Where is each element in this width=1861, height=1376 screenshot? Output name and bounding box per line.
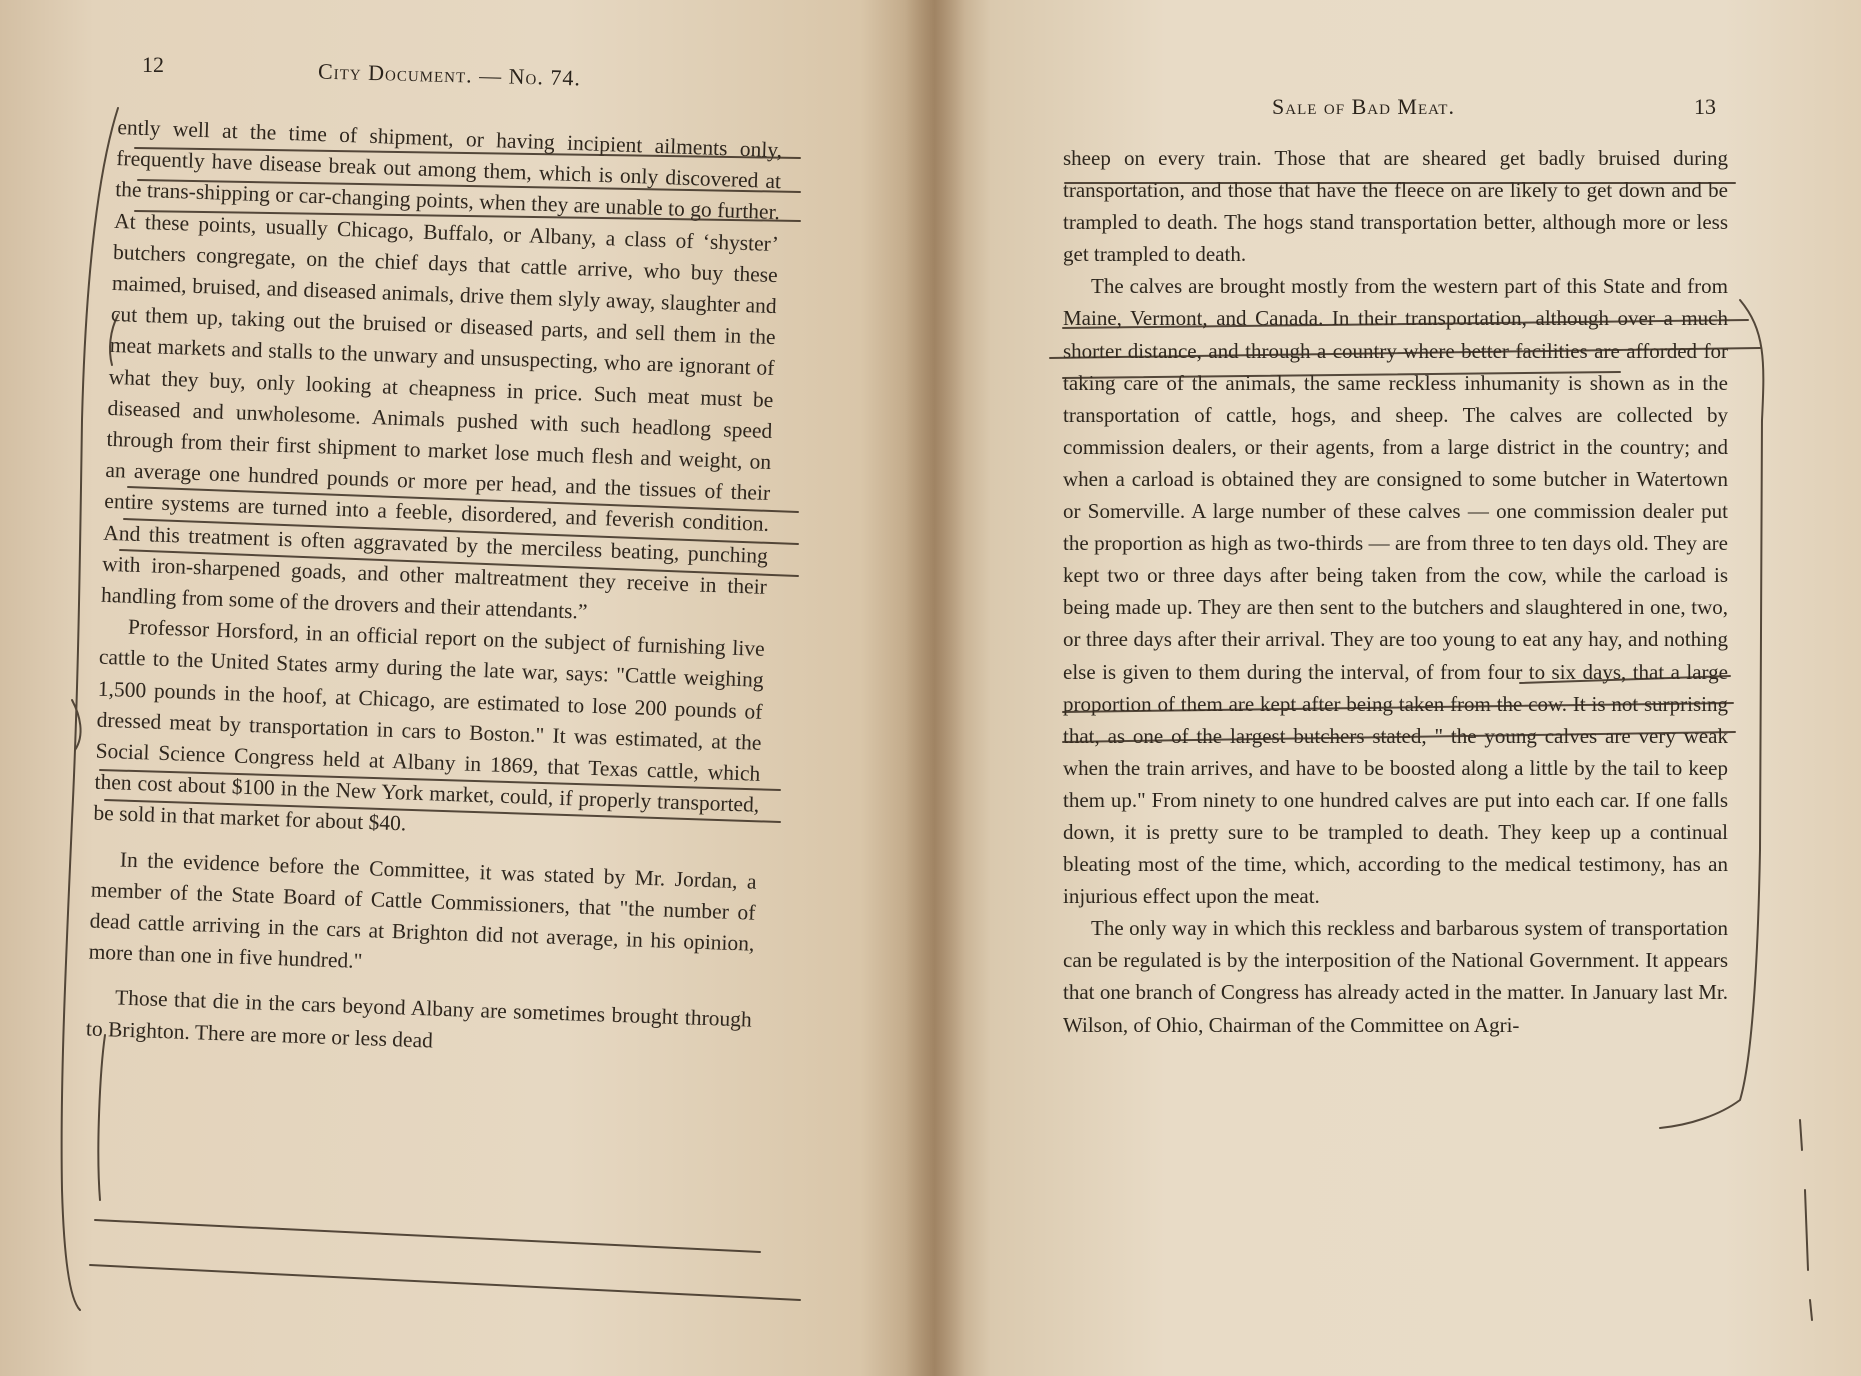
left-page-text: [85, 112, 782, 1068]
book-gutter: [905, 0, 965, 1376]
right-paragraph-2: The calves are brought mostly from the western part of this State and from Maine, Vermont, and Canada. In their transportation, although over a much shorter distance, and through a country where better facilities are afforded for taking care of the animals, the same reckless inhumanity is shown as in the transportation of cattle, hogs, and sheep. The calves are collected by commission dealers, or their agents, from a large district in the country; and when a carload is obtained they are consigned to some butcher in Watertown or Somerville. A large number of these calves — one commission dealer put the proportion as high as two-thirds — are from three to ten days old. They are kept two or three days after being taken from the cow, while the carload is being made up. They are then sent to the butchers and slaughtered in one, two, or three days after their arrival. They are too young to eat any hay, and nothing else is given to them during the interval, of from four to six days, that a large proportion of them are kept after being taken from the cow. It is not surprising that, as one of the largest butchers stated, " the young calves are very weak when the train arrives, and have to be boosted along a little by the tail to keep them up." From ninety to one hundred calves are put into each car. If one falls down, it is pretty sure to be trampled to death. They keep up a continual bleating most of the time, which, according to the medical testimony, has an injurious effect upon the meat.: [1063, 274, 1728, 909]
left-paragraph-1: ently well at the time of shipment, or having incipient ailments only, frequently have disease break out among them, which is only discovered at the trans-shipping or car-changing points, when they are unable to go further. At these points, usually Chicago, Buffalo, or Albany, a class of ‘shyster’ butchers congregate, on the chief days that cattle arrive, who buy these maimed, bruised, and diseased animals, drive them slyly away, slaughter and cut them up, taking out the bruised or diseased parts, and sell them in the meat markets and stalls to the unwary and unsuspecting, who are ignorant of what they buy, only looking at cheapness in price. Such meat must be diseased and unwholesome. Animals pushed with such headlong speed through from their first shipment to market lose much flesh and weight, on an average one hundred pounds or more per head, and the tissues of their entire systems are turned into a feeble, disordered, and feverish condition. And this treatment is often aggravated by the merciless beating, punching with iron-sharpened goads, and other maltreatment they receive in their handling from some of the drovers and their attendants.”: [100, 114, 783, 624]
right-running-head: Sale of Bad Meat.: [1272, 94, 1455, 119]
left-running-head: City Document. — No. 74.: [317, 58, 582, 91]
left-paragraph-3: In the evidence before the Committee, it was stated by Mr. Jordan, a member of the State Board of Cattle Commissioners, that "the number of dead cattle arriving in the cars at Brighton did not average, in his opinion, more than one in five hundred.": [88, 847, 757, 974]
right-page-text: [1063, 142, 1728, 1041]
left-page-number: 12: [142, 52, 164, 77]
right-paragraph-3: The only way in which this reckless and barbarous system of transportation can be regulated is by the interposition of the National Government. It appears that one branch of Congress has already acted in the matter. In January last Mr. Wilson, of Ohio, Chairman of the Committee on Agri-: [1063, 916, 1728, 1037]
right-page-number: 13: [1694, 94, 1716, 119]
left-paragraph-2: Professor Horsford, in an official report on the subject of furnishing live cattle to the United States army during the late war, says: "Cattle weighing 1,500 pounds in the hoof, at Chicago, are estimated to lose 200 pounds of dressed meat by transportation in cars to Boston." It was estimated, at the Social Science Congress held at Albany in 1869, that Texas cattle, which then cost about $100 in the New York market, could, if properly transported, be sold in that market for about $40.: [93, 614, 766, 836]
left-paragraph-4: Those that die in the cars beyond Albany are sometimes brought through to Brighton. There are more or less dead: [85, 985, 753, 1053]
right-paragraph-1: sheep on every train. Those that are sheared get badly bruised during transportation, and those that have the fleece on are likely to get down and be trampled to death. The hogs stand transportation better, although more or less get trampled to death.: [1063, 146, 1728, 267]
